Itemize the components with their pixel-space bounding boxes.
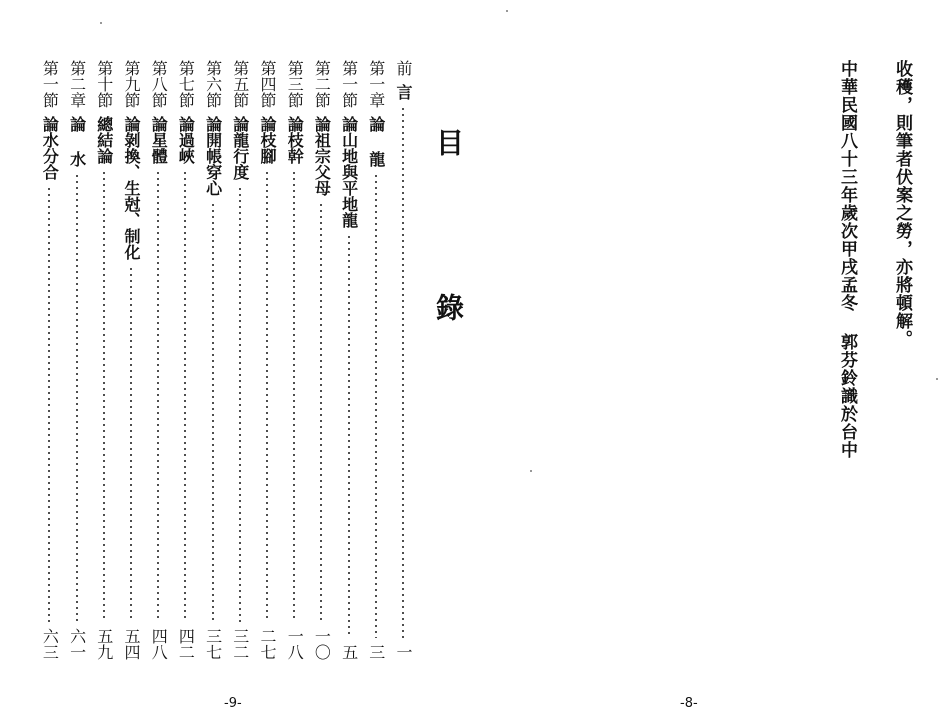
toc-entry-title: 論祖宗父母 (312, 116, 332, 196)
toc-entry-page: 五 (339, 644, 359, 660)
toc-dot-leader (320, 202, 322, 622)
toc-entry-section: 第二章 (67, 60, 87, 108)
toc-dot-leader (103, 170, 105, 622)
scan-speck (530, 470, 532, 472)
toc-entry (64, 60, 90, 660)
toc-heading: 目 錄 (432, 128, 465, 373)
toc-entry-section: 前 (394, 60, 413, 76)
toc-entry-section: 第三節 (285, 60, 305, 108)
toc-dot-leader (212, 202, 214, 622)
toc-entry-section: 第九節 (122, 60, 141, 108)
toc-entry (118, 60, 144, 660)
toc-entry-title: 論水分合 (40, 116, 60, 180)
toc-dot-leader (157, 170, 159, 622)
toc-entry (227, 60, 253, 660)
scan-speck (506, 10, 508, 12)
toc-entry-section: 第七節 (176, 60, 196, 108)
toc-entry-page: 六一 (67, 628, 87, 660)
toc-page (0, 0, 470, 725)
toc-entry-page: 一八 (285, 628, 305, 660)
toc-entry-page: 四二 (176, 628, 196, 660)
page-number-right: -8- (680, 696, 698, 711)
toc-entry (363, 60, 389, 660)
toc-entry-section: 第五節 (230, 60, 250, 108)
toc-entry (91, 60, 117, 660)
toc-entry-page: 三七 (203, 628, 223, 660)
toc-entry (200, 60, 226, 660)
toc-entry-page: 五九 (94, 628, 114, 660)
preface-closing-line: 收穫，則筆者伏案之勞，亦將頓解。 (892, 60, 912, 348)
scan-speck (100, 22, 102, 24)
toc-dot-leader (402, 106, 404, 638)
toc-entry-title: 論枝幹 (285, 116, 305, 164)
preface-page (470, 0, 945, 725)
toc-entry (36, 60, 62, 660)
toc-entry-page: 三二 (230, 628, 250, 660)
toc-entry-section: 第八節 (149, 60, 169, 108)
scan-speck (936, 378, 938, 380)
toc-dot-leader (130, 266, 132, 622)
page-number-left: -9- (224, 696, 242, 711)
toc-entry (308, 60, 334, 660)
toc-entry-section: 第一節 (339, 60, 359, 108)
toc-entry (254, 60, 280, 660)
toc-dot-leader (48, 186, 50, 622)
toc-entry-title: 論 水 (67, 116, 87, 167)
toc-entry-page: 一 (394, 644, 413, 660)
toc-entry-section: 第一節 (40, 60, 60, 108)
toc-entry-section: 第六節 (203, 60, 223, 108)
toc-entry-title: 論過峽 (176, 116, 196, 164)
toc-entry-section: 第十節 (94, 60, 114, 108)
toc-entry-section: 第四節 (258, 60, 277, 108)
toc-dot-leader (239, 186, 241, 622)
toc-entry-section: 第一章 (366, 60, 386, 108)
toc-entry-page: 四八 (149, 628, 169, 660)
toc-entry-title: 言 (394, 84, 413, 100)
toc-entry-title: 論剝換、生尅、制化 (122, 116, 141, 260)
toc-entry (390, 60, 416, 660)
toc-entry-title: 論開帳穿心 (203, 116, 223, 196)
toc-dot-leader (293, 170, 295, 622)
toc-dot-leader (76, 173, 78, 622)
toc-entry-page: 六三 (40, 628, 60, 660)
toc-entry-title: 論枝腳 (258, 116, 277, 164)
toc-entry (172, 60, 198, 660)
toc-entry-title: 總結論 (94, 116, 114, 164)
toc-entry-page: 五四 (122, 628, 141, 660)
toc-entry-title: 論山地與平地龍 (339, 116, 359, 228)
toc-dot-leader (375, 173, 377, 638)
toc-entry-page: 一〇 (312, 628, 332, 660)
preface-signature: 中華民國八十三年歲次甲戌孟冬 郭芬鈴識於台中 (837, 60, 857, 459)
toc-dot-leader (184, 170, 186, 622)
toc-entry-section: 第二節 (312, 60, 332, 108)
toc-entry-title: 論 龍 (366, 116, 386, 167)
toc-entry (145, 60, 171, 660)
toc-entry-title: 論龍行度 (230, 116, 250, 180)
toc-entry-page: 三 (366, 644, 386, 660)
toc-entry-page: 二七 (258, 628, 277, 660)
toc-entry (336, 60, 362, 660)
toc-dot-leader (348, 234, 350, 638)
toc-dot-leader (266, 170, 268, 622)
toc-entry (281, 60, 307, 660)
toc-entry-title: 論星體 (149, 116, 169, 164)
